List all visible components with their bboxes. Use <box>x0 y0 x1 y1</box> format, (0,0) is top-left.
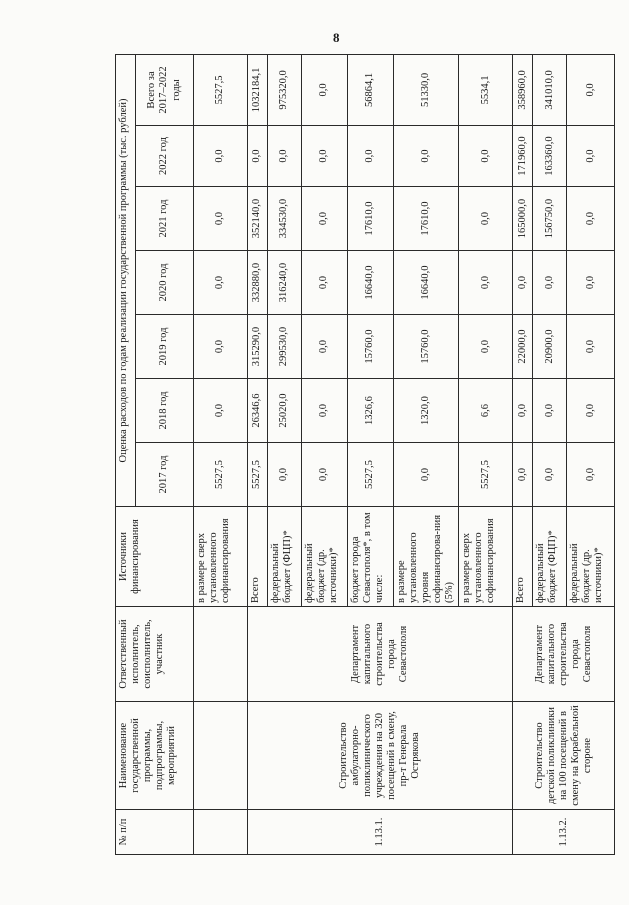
budget-table-sheet <box>115 55 605 855</box>
source-cell: в размере установленного уровня софинансирова-ния (5%) <box>394 507 459 607</box>
value-cell: 0,0 <box>567 187 615 251</box>
value-cell: 16640,0 <box>394 251 459 315</box>
value-cell: 20900,0 <box>533 315 567 379</box>
value-cell: 25020,0 <box>268 379 302 443</box>
value-cell: 0,0 <box>513 379 533 443</box>
value-cell: 0,0 <box>567 315 615 379</box>
source-cell: бюджет города Севастополя*, в том числе: <box>348 507 394 607</box>
value-cell: 15760,0 <box>394 315 459 379</box>
item-executor: Департамент капитального строительства города Севастополя <box>513 607 615 702</box>
source-cell: в размере сверх установленного софинансирования <box>194 507 248 607</box>
value-cell: 0,0 <box>268 443 302 507</box>
header-num: № п/п <box>116 810 194 855</box>
value-cell: 315290,0 <box>248 315 268 379</box>
value-cell: 1326,6 <box>348 379 394 443</box>
item-executor: Департамент капитального строительства города Севастополя <box>248 607 513 702</box>
value-cell: 975320,0 <box>268 54 302 125</box>
value-cell: 0,0 <box>533 379 567 443</box>
value-cell: 334530,0 <box>268 187 302 251</box>
item-name: Строительство детской поликлиники на 100 посещений в смену на Корабельной стороне <box>513 702 615 810</box>
source-cell: в размере сверх установленного софинансирования <box>459 507 513 607</box>
value-cell: 0,0 <box>533 251 567 315</box>
value-cell: 56864,1 <box>348 54 394 125</box>
source-cell: Всего <box>513 507 533 607</box>
item-number: 1.13.1. <box>248 810 513 855</box>
value-cell: 15760,0 <box>348 315 394 379</box>
value-cell: 0,0 <box>567 251 615 315</box>
header-year: 2018 год <box>136 379 194 443</box>
value-cell: 0,0 <box>459 251 513 315</box>
header-year: 2021 год <box>136 187 194 251</box>
header-source: Источники финансирования <box>116 507 194 607</box>
value-cell: 5527,5 <box>194 443 248 507</box>
value-cell: 0,0 <box>459 126 513 187</box>
value-cell: 6,6 <box>459 379 513 443</box>
value-cell: 0,0 <box>302 251 348 315</box>
header-year: 2019 год <box>136 315 194 379</box>
budget-table <box>115 54 615 855</box>
value-cell: 0,0 <box>194 379 248 443</box>
value-cell: 1032184,1 <box>248 54 268 125</box>
value-cell: 0,0 <box>268 126 302 187</box>
item-name: Строительство амбулаторно-поликлинического учреждения на 320 посещений в смену, пр-т Генерала Острякова <box>248 702 513 810</box>
value-cell: 16640,0 <box>348 251 394 315</box>
header-year: 2020 год <box>136 251 194 315</box>
header-estimate: Оценка расходов по годам реализации государственной программы (тыс. рублей) <box>116 54 136 506</box>
source-cell: федеральный бюджет (др. источники)* <box>567 507 615 607</box>
source-cell: федеральный бюджет (ФЦП)* <box>533 507 567 607</box>
table-row <box>248 54 268 854</box>
value-cell: 0,0 <box>459 187 513 251</box>
value-cell: 0,0 <box>194 315 248 379</box>
table-row <box>513 54 533 854</box>
table-row <box>194 54 248 854</box>
value-cell: 5534,1 <box>459 54 513 125</box>
value-cell: 341010,0 <box>533 54 567 125</box>
item-number: 1.13.2. <box>513 810 615 855</box>
value-cell: 0,0 <box>248 126 268 187</box>
value-cell: 22000,0 <box>513 315 533 379</box>
value-cell: 5527,5 <box>194 54 248 125</box>
source-cell: федеральный бюджет (ФЦП)* <box>268 507 302 607</box>
value-cell: 171960,0 <box>513 126 533 187</box>
value-cell: 0,0 <box>567 379 615 443</box>
value-cell: 0,0 <box>394 126 459 187</box>
value-cell: 0,0 <box>302 443 348 507</box>
value-cell: 299530,0 <box>268 315 302 379</box>
value-cell: 0,0 <box>567 126 615 187</box>
value-cell: 316240,0 <box>268 251 302 315</box>
value-cell: 0,0 <box>194 251 248 315</box>
value-cell: 332880,0 <box>248 251 268 315</box>
value-cell: 51330,0 <box>394 54 459 125</box>
value-cell: 5527,5 <box>348 443 394 507</box>
value-cell: 0,0 <box>302 54 348 125</box>
header-executor: Ответственный исполнитель, соисполнитель, участник <box>116 607 194 702</box>
header-year: 2022 год <box>136 126 194 187</box>
header-year: 2017 год <box>136 443 194 507</box>
header-total: Всего за 2017–2022 годы <box>136 54 194 125</box>
page-number: 8 <box>333 30 340 45</box>
value-cell: 0,0 <box>302 126 348 187</box>
value-cell: 17610,0 <box>394 187 459 251</box>
value-cell: 352140,0 <box>248 187 268 251</box>
value-cell: 0,0 <box>302 379 348 443</box>
value-cell: 17610,0 <box>348 187 394 251</box>
value-cell: 0,0 <box>194 187 248 251</box>
source-cell: Всего <box>248 507 268 607</box>
value-cell: 0,0 <box>348 126 394 187</box>
value-cell: 156750,0 <box>533 187 567 251</box>
value-cell: 5527,5 <box>459 443 513 507</box>
value-cell: 5527,5 <box>248 443 268 507</box>
value-cell: 163360,0 <box>533 126 567 187</box>
value-cell: 0,0 <box>302 187 348 251</box>
value-cell: 358960,0 <box>513 54 533 125</box>
value-cell: 0,0 <box>513 443 533 507</box>
header-name: Наименование государственной программы, подпрограммы, мероприятий <box>116 702 194 810</box>
value-cell: 0,0 <box>533 443 567 507</box>
value-cell: 0,0 <box>394 443 459 507</box>
value-cell: 26346,6 <box>248 379 268 443</box>
value-cell: 0,0 <box>513 251 533 315</box>
value-cell: 0,0 <box>567 54 615 125</box>
value-cell: 0,0 <box>302 315 348 379</box>
source-cell: федеральный бюджет (др. источники)* <box>302 507 348 607</box>
value-cell: 1320,0 <box>394 379 459 443</box>
value-cell: 0,0 <box>459 315 513 379</box>
value-cell: 0,0 <box>567 443 615 507</box>
value-cell: 0,0 <box>194 126 248 187</box>
value-cell: 165000,0 <box>513 187 533 251</box>
